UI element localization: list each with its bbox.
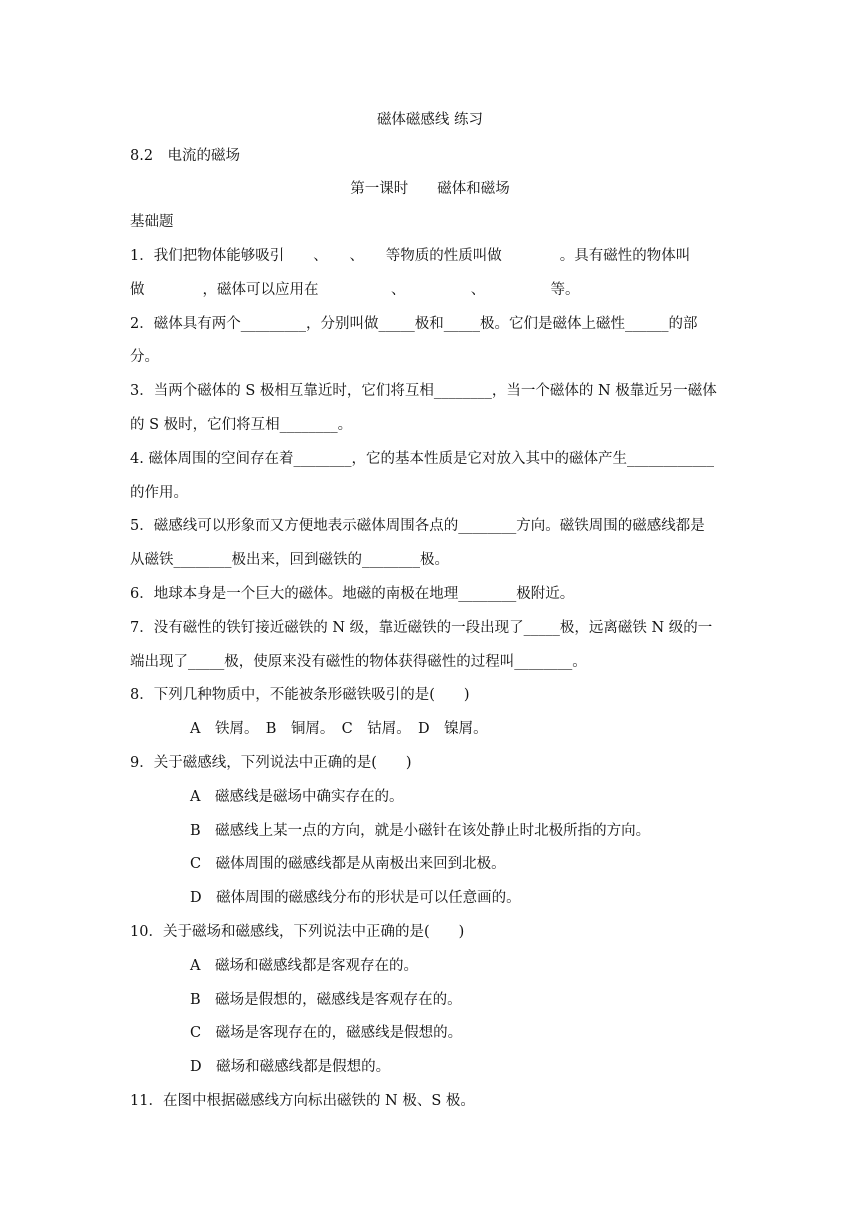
question-9-option-c: C 磁体周围的磁感线都是从南极出来回到北极。 — [190, 856, 506, 872]
question-5-line-1: 5．磁感线可以形象而又方便地表示磁体周围各点的________方向。磁铁周围的磁感线都是 — [130, 518, 705, 534]
question-2-line-1: 2．磁体具有两个_________，分别叫做_____极和_____极。它们是磁体上磁性______的部 — [130, 316, 698, 332]
question-5-line-2: 从磁铁________极出来，回到磁铁的________极。 — [130, 552, 449, 568]
question-10-option-a: A 磁场和磁感线都是客观存在的。 — [190, 958, 418, 974]
question-7-line-1: 7．没有磁性的铁钉接近磁铁的 N 级，靠近磁铁的一段出现了_____极，远离磁铁 N 级的一 — [130, 620, 713, 636]
question-8-options: A 铁屑。 B 铜屑。 C 钴屑。 D 镍屑。 — [190, 721, 488, 737]
question-7-line-2: 端出现了_____极，使原来没有磁性的物体获得磁性的过程叫________。 — [130, 654, 587, 670]
level-heading: 基础题 — [130, 214, 174, 230]
question-2-line-2: 分。 — [130, 349, 159, 365]
question-10-option-b: B 磁场是假想的，磁感线是客观存在的。 — [190, 992, 462, 1008]
question-11: 11．在图中根据磁感线方向标出磁铁的 N 极、S 极。 — [130, 1093, 475, 1109]
question-10-option-c: C 磁场是客现存在的，磁感线是假想的。 — [190, 1025, 463, 1041]
question-1-line-1: 1．我们把物体能够吸引 、 、 等物质的性质叫做 。具有磁性的物体叫 — [130, 248, 691, 264]
question-9-option-a: A 磁感线是磁场中确实存在的。 — [190, 789, 404, 805]
question-9: 9．关于磁感线，下列说法中正确的是( ) — [130, 755, 412, 771]
document-title: 磁体磁感线 练习 — [376, 112, 484, 128]
question-1-line-2: 做 ，磁体可以应用在 、 、 等。 — [130, 282, 580, 298]
question-10: 10．关于磁场和磁感线，下列说法中正确的是( ) — [130, 924, 465, 940]
question-9-option-d: D 磁体周围的磁感线分布的形状是可以任意画的。 — [190, 890, 521, 906]
section-heading: 8.2 电流的磁场 — [130, 148, 241, 164]
question-3-line-2: 的 S 极时，它们将互相________。 — [130, 417, 353, 433]
question-10-option-d: D 磁场和磁感线都是假想的。 — [190, 1059, 391, 1075]
question-8: 8．下列几种物质中，不能被条形磁铁吸引的是( ) — [130, 687, 470, 703]
question-6: 6．地球本身是一个巨大的磁体。地磁的南极在地理________极附近。 — [130, 586, 575, 602]
question-3-line-1: 3．当两个磁体的 S 极相互靠近时，它们将互相________，当一个磁体的 N 极靠近另一磁体 — [130, 383, 717, 399]
question-9-option-b: B 磁感线上某一点的方向，就是小磁针在该处静止时北极所指的方向。 — [190, 823, 651, 839]
lesson-heading: 第一课时 磁体和磁场 — [350, 181, 510, 197]
question-4-line-1: 4. 磁体周围的空间存在着________，它的基本性质是它对放入其中的磁体产生____________ — [130, 451, 714, 467]
question-4-line-2: 的作用。 — [130, 485, 188, 501]
